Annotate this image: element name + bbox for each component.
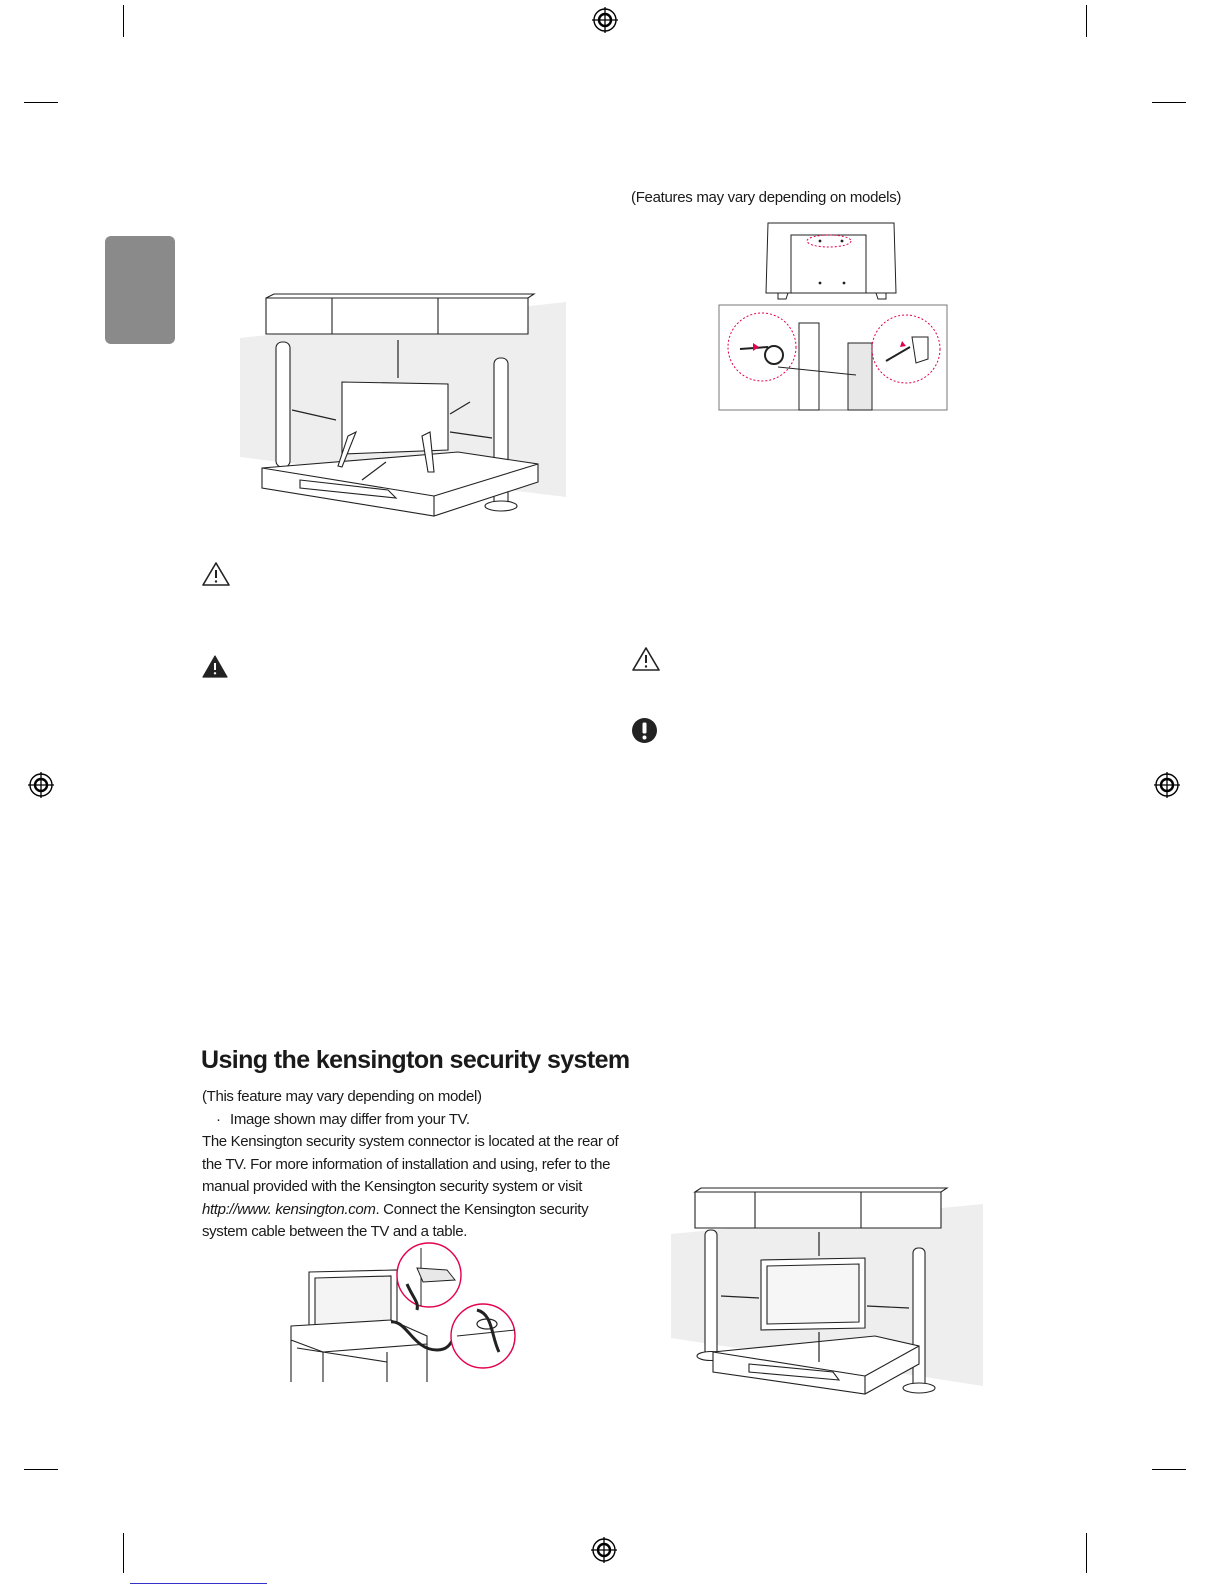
crop-mark xyxy=(1086,5,1087,37)
registration-mark-icon xyxy=(28,772,54,798)
wall-bracket-illustration xyxy=(716,219,950,413)
caution-outline-icon xyxy=(201,561,231,587)
kensington-lock-illustration xyxy=(287,1240,519,1382)
tv-stand-clearance-illustration xyxy=(238,292,568,518)
bullet-text: Image shown may differ from your TV. xyxy=(230,1110,470,1128)
crop-mark xyxy=(123,5,124,37)
crop-mark xyxy=(123,1533,124,1573)
kensington-paragraph xyxy=(202,1131,622,1244)
crop-mark xyxy=(24,1469,58,1470)
crop-mark xyxy=(1152,1469,1186,1470)
caution-outline-icon xyxy=(631,646,661,672)
kensington-body xyxy=(202,1086,622,1244)
registration-mark-icon xyxy=(592,7,618,33)
note-exclamation-icon xyxy=(631,717,658,744)
bullet-dot: · xyxy=(216,1110,221,1128)
kensington-model-note: (This feature may vary depending on model) xyxy=(202,1088,482,1105)
warning-filled-icon xyxy=(202,655,228,678)
kensington-heading: Using the kensington security system xyxy=(201,1046,630,1074)
wall-mount-clearance-illustration xyxy=(669,1186,985,1404)
kensington-link[interactable]: http://www. kensington.com xyxy=(202,1200,376,1218)
language-tab xyxy=(105,236,175,344)
crop-mark xyxy=(24,102,58,103)
crop-mark xyxy=(1152,102,1186,103)
crop-mark xyxy=(1086,1533,1087,1573)
footer-link-underline xyxy=(130,1583,267,1584)
features-note: (Features may vary depending on models) xyxy=(631,189,902,206)
kensington-bullet xyxy=(202,1109,622,1132)
paragraph-text-1: The Kensington security system connector is located at the rear of the TV. For more information of installation and using, refer to the manual provided with the Kensington security system or visit xyxy=(202,1133,619,1195)
paragraph-text-2: . Connect the Kensington security system cable between the TV and a table. xyxy=(202,1200,589,1240)
registration-mark-icon xyxy=(591,1537,617,1563)
registration-mark-icon xyxy=(1154,772,1180,798)
